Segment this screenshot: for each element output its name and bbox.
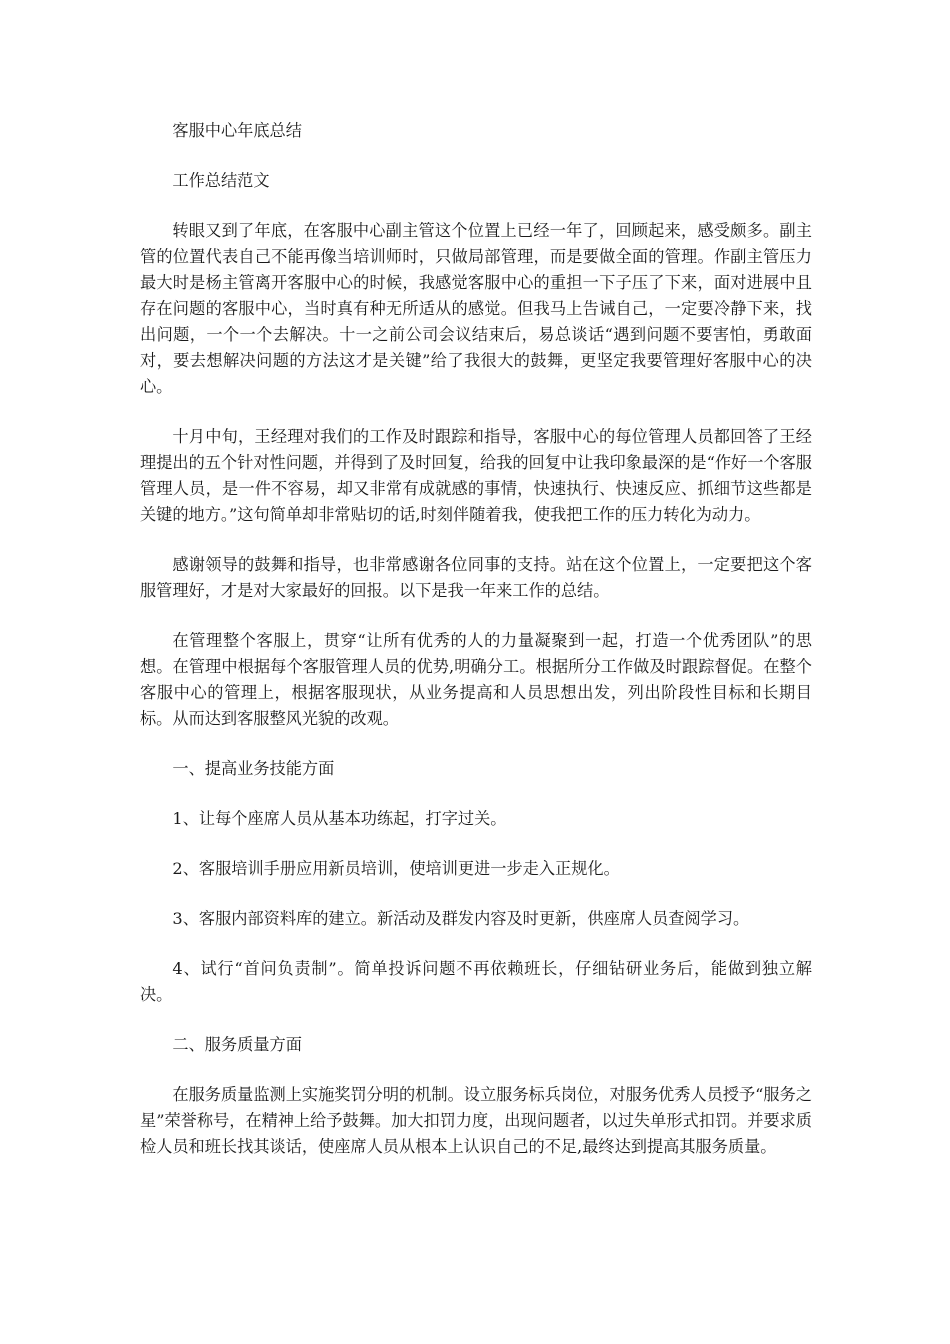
list-item-skills-4: 4、试行“首问负责制”。简单投诉问题不再依赖班长，仔细钻研业务后，能做到独立解决。 [140,959,812,1004]
document-subtitle: 工作总结范文 [172,171,270,190]
document-body [140,118,812,1184]
list-item-skills-2: 2、客服培训手册应用新员培训，使培训更进一步走入正规化。 [172,859,620,878]
section-heading-quality: 二、服务质量方面 [172,1035,302,1054]
paragraph-october: 十月中旬，王经理对我们的工作及时跟踪和指导，客服中心的每位管理人员都回答了王经理提出的五个针对性问题，并得到了及时回复，给我的回复中让我印象最深的是“作好一个客服管理人员，是一件不容易，却又非常有成就感的事情，快速执行、快速反应、抓细节这些都是关键的地方。”这句简单却非常贴切的话,时刻伴随着我，使我把工作的压力转化为动力。 [140,427,812,524]
paragraph-quality: 在服务质量监测上实施奖罚分明的机制。设立服务标兵岗位，对服务优秀人员授予“服务之星”荣誉称号，在精神上给予鼓舞。加大扣罚力度，出现问题者，以过失单形式扣罚。并要求质检人员和班长找其谈话，使座席人员从根本上认识自己的不足,最终达到提高其服务质量。 [140,1085,812,1156]
paragraph-management: 在管理整个客服上，贯穿“让所有优秀的人的力量凝聚到一起，打造一个优秀团队”的思想。在管理中根据每个客服管理人员的优势,明确分工。根据所分工作做及时跟踪督促。在整个客服中心的管理上，根据客服现状，从业务提高和人员思想出发，列出阶段性目标和长期目标。从而达到客服整风光貌的改观。 [140,631,812,728]
paragraph-thanks: 感谢领导的鼓舞和指导，也非常感谢各位同事的支持。站在这个位置上，一定要把这个客服管理好，才是对大家最好的回报。以下是我一年来工作的总结。 [140,555,812,600]
list-item-skills-3: 3、客服内部资料库的建立。新活动及群发内容及时更新，供座席人员查阅学习。 [172,909,750,928]
section-heading-skills: 一、提高业务技能方面 [172,759,335,778]
list-item-skills-1: 1、让每个座席人员从基本功练起，打字过关。 [172,809,507,828]
paragraph-intro: 转眼又到了年底，在客服中心副主管这个位置上已经一年了，回顾起来，感受颇多。副主管的位置代表自己不能再像当培训师时，只做局部管理，而是要做全面的管理。作副主管压力最大时是杨主管离开客服中心的时候，我感觉客服中心的重担一下子压了下来，面对进展中且存在问题的客服中心，当时真有种无所适从的感觉。但我马上告诫自己，一定要冷静下来，找出问题，一个一个去解决。十一之前公司会议结束后，易总谈话“遇到问题不要害怕，勇敢面对，要去想解决问题的方法这才是关键”给了我很大的鼓舞，更坚定我要管理好客服中心的决心。 [140,221,812,396]
document-title: 客服中心年底总结 [172,121,302,140]
